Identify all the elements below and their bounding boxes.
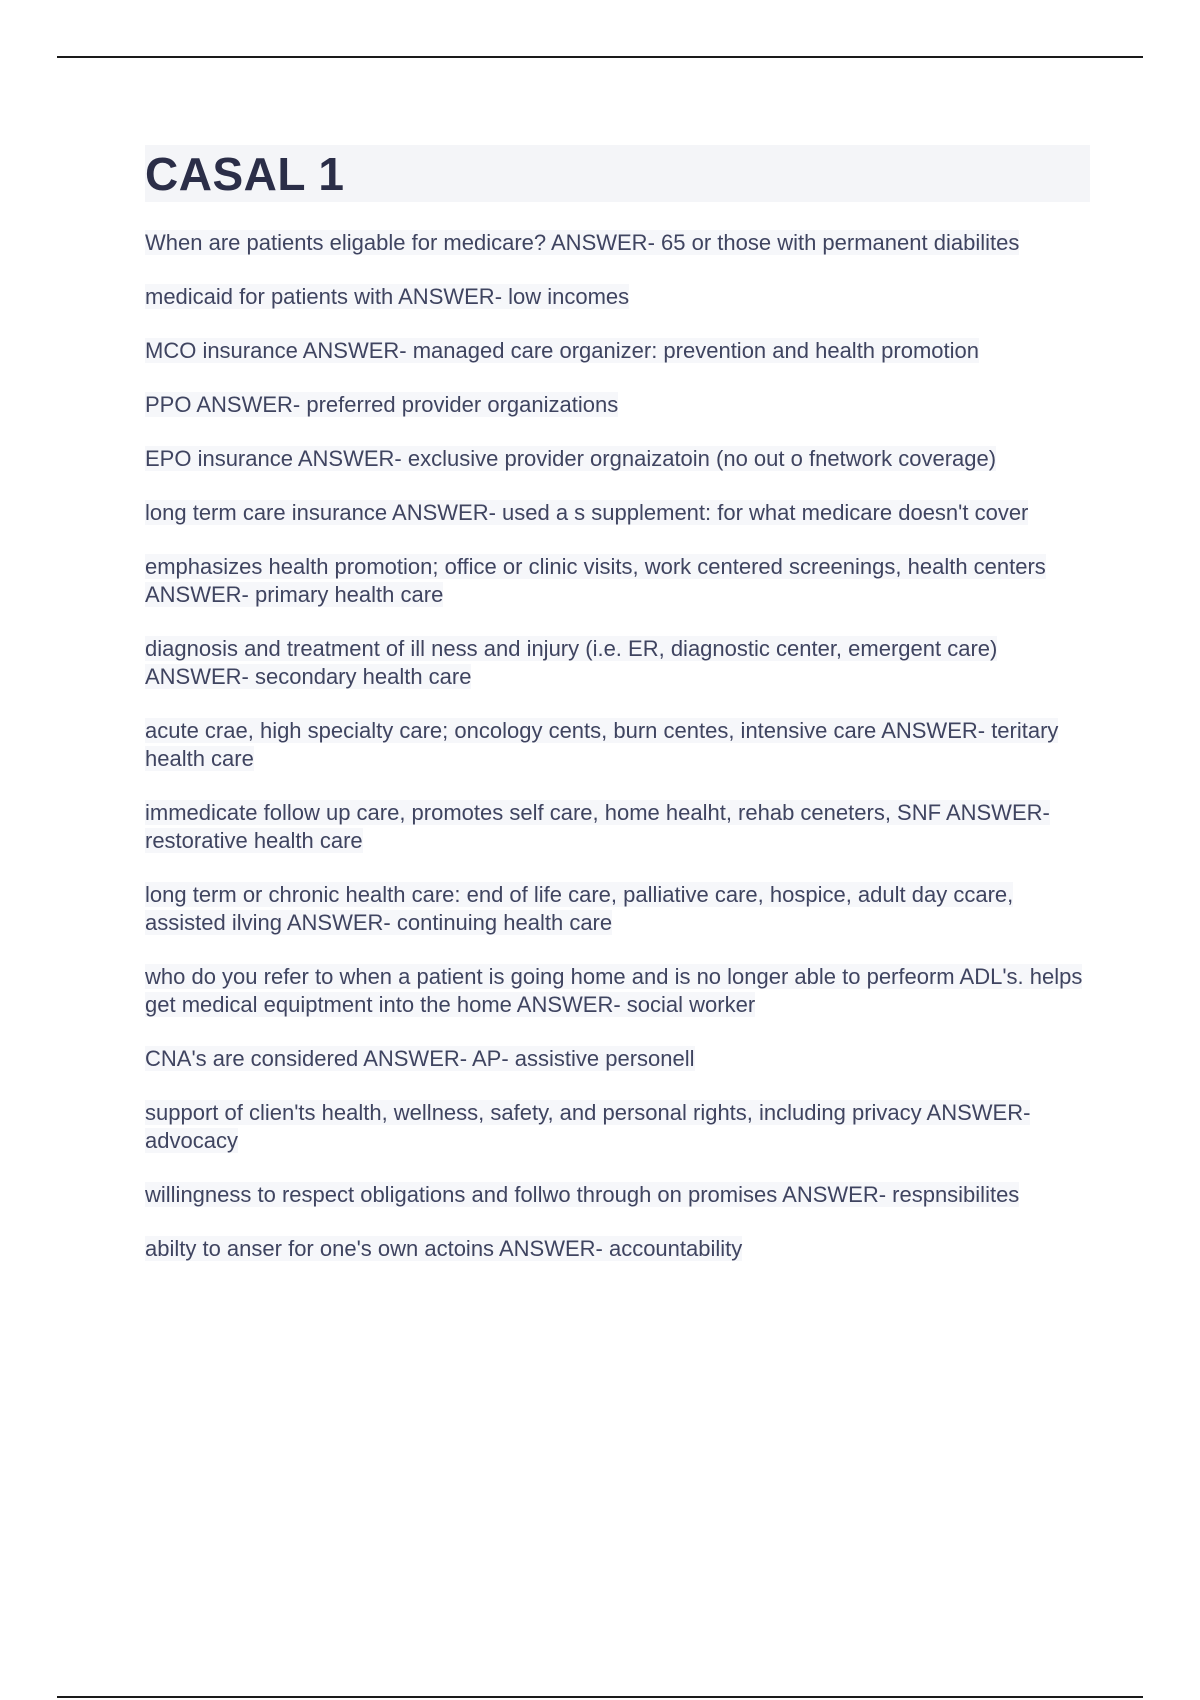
qa-item	[145, 881, 1090, 937]
qa-text: MCO insurance ANSWER- managed care organizer: prevention and health promotion	[145, 338, 979, 363]
qa-item	[145, 717, 1090, 773]
qa-text: emphasizes health promotion; office or clinic visits, work centered screenings, health centers ANSWER- primary health care	[145, 554, 1046, 607]
qa-text: long term or chronic health care: end of life care, palliative care, hospice, adult day ccare, assisted ilving ANSWER- continuing health care	[145, 882, 1014, 935]
qa-item	[145, 799, 1090, 855]
qa-text: PPO ANSWER- preferred provider organizations	[145, 392, 619, 417]
qa-text: immedicate follow up care, promotes self care, home healht, rehab ceneters, SNF ANSWER- restorative health care	[145, 800, 1050, 853]
bottom-rule	[57, 1696, 1143, 1698]
qa-text: medicaid for patients with ANSWER- low incomes	[145, 284, 630, 309]
qa-text: abilty to anser for one's own actoins ANSWER- accountability	[145, 1236, 743, 1261]
document-body	[145, 145, 1090, 1289]
qa-item	[145, 1181, 1090, 1209]
qa-item	[145, 229, 1090, 257]
qa-text: CNA's are considered ANSWER- AP- assistive personell	[145, 1046, 695, 1071]
qa-item	[145, 635, 1090, 691]
qa-text: EPO insurance ANSWER- exclusive provider orgnaizatoin (no out o fnetwork coverage)	[145, 446, 997, 471]
qa-text: diagnosis and treatment of ill ness and injury (i.e. ER, diagnostic center, emergent care) ANSWER- secondary health care	[145, 636, 998, 689]
qa-item	[145, 1235, 1090, 1263]
qa-item	[145, 445, 1090, 473]
qa-text: When are patients eligable for medicare? ANSWER- 65 or those with permanent diabilites	[145, 230, 1020, 255]
qa-item	[145, 499, 1090, 527]
document-title: CASAL 1	[145, 148, 345, 200]
qa-text: who do you refer to when a patient is going home and is no longer able to perfeorm ADL's. helps get medical equiptment into the home ANSWER- social worker	[145, 964, 1083, 1017]
qa-item	[145, 963, 1090, 1019]
qa-text: support of clien'ts health, wellness, safety, and personal rights, including privacy ANSWER- advocacy	[145, 1100, 1031, 1153]
title-banner	[145, 145, 1090, 202]
qa-item	[145, 337, 1090, 365]
top-rule	[57, 56, 1143, 58]
qa-text: acute crae, high specialty care; oncology cents, burn centes, intensive care ANSWER- teritary health care	[145, 718, 1059, 771]
qa-item	[145, 391, 1090, 419]
qa-list	[145, 229, 1090, 1263]
qa-text: willingness to respect obligations and follwo through on promises ANSWER- respnsibilites	[145, 1182, 1020, 1207]
qa-item	[145, 1099, 1090, 1155]
qa-item	[145, 283, 1090, 311]
qa-item	[145, 553, 1090, 609]
qa-text: long term care insurance ANSWER- used a s supplement: for what medicare doesn't cover	[145, 500, 1029, 525]
qa-item	[145, 1045, 1090, 1073]
